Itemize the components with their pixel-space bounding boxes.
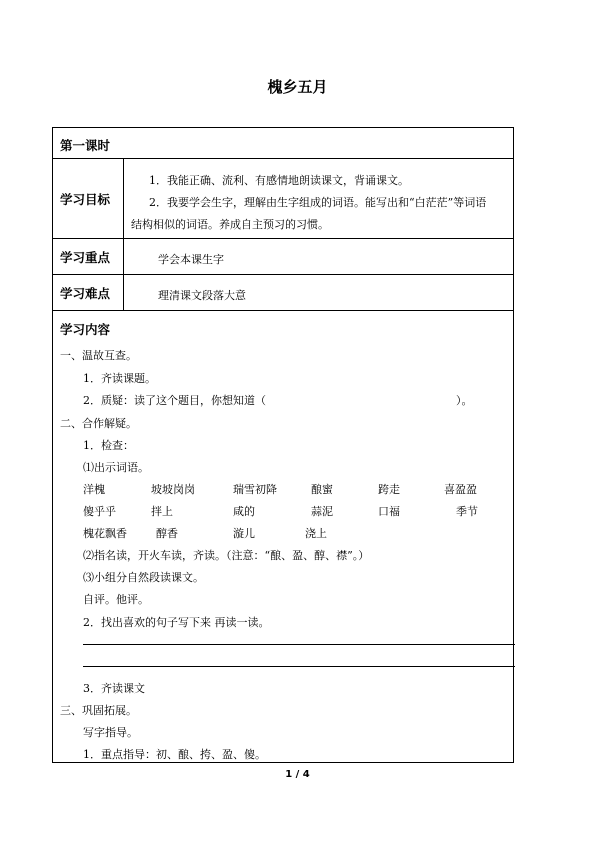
show-words-heading: ⑴出示词语。 xyxy=(83,461,149,474)
vocab-word: 咸的 xyxy=(233,505,255,518)
section-2-item-3: 3．齐读课文 xyxy=(83,682,145,695)
content-label: 学习内容 xyxy=(60,322,111,337)
group-reading: ⑶小组分自然段读课文。 xyxy=(83,571,204,584)
answer-line xyxy=(83,666,515,667)
focus-label: 学习重点 xyxy=(60,250,111,265)
row-divider xyxy=(53,238,513,239)
column-divider xyxy=(123,158,124,310)
section-3-item-1: 1．重点指导：初、酿、挎、盈、傻。 xyxy=(83,748,266,761)
vocab-word: 傻乎乎 xyxy=(83,505,116,518)
vocab-word: 蒜泥 xyxy=(311,505,333,518)
focus-text: 学会本课生字 xyxy=(158,253,224,266)
vocab-word: 季节 xyxy=(456,505,478,518)
section-2-heading: 二、合作解疑。 xyxy=(60,417,137,430)
page-number: 1 / 4 xyxy=(285,769,310,780)
section-1-item-2-close: ）。 xyxy=(456,394,473,407)
goal-line-1: 1．我能正确、流利、有感情地朗读课文，背诵课文。 xyxy=(149,174,409,187)
answer-line xyxy=(83,644,515,645)
vocab-word: 瑞雪初降 xyxy=(233,483,277,496)
reading-instruction: ⑵指名读，开火车读，齐读。（注意：“酿、盈、醇、襟”。） xyxy=(83,549,370,562)
vocab-word: 洋槐 xyxy=(83,483,105,496)
section-1-item-1: 1．齐读课题。 xyxy=(83,372,156,385)
writing-guidance: 写字指导。 xyxy=(83,726,138,739)
section-1-heading: 一、温故互查。 xyxy=(60,349,137,362)
row-divider xyxy=(53,158,513,159)
goal-line-3: 结构相似的词语。养成自主预习的习惯。 xyxy=(131,218,329,231)
lesson-label: 第一课时 xyxy=(60,138,111,153)
vocab-word: 拌上 xyxy=(151,505,173,518)
vocab-word: 醇香 xyxy=(156,527,178,540)
difficulty-text: 理清课文段落大意 xyxy=(158,289,246,302)
goals-label: 学习目标 xyxy=(60,192,111,207)
row-divider xyxy=(53,310,513,311)
vocab-word: 喜盈盈 xyxy=(444,483,477,496)
document-title: 槐乡五月 xyxy=(267,78,328,96)
vocab-word: 浇上 xyxy=(305,527,327,540)
goal-line-2: 2．我要学会生字，理解由生字组成的词语。能写出和“白茫茫”等词语 xyxy=(149,196,487,209)
vocab-word: 漩儿 xyxy=(233,527,255,540)
vocab-word: 槐花飘香 xyxy=(83,527,127,540)
vocab-word: 口福 xyxy=(378,505,400,518)
section-2-item-2: 2．找出喜欢的句子写下来 再读一读。 xyxy=(83,616,270,629)
row-divider xyxy=(53,274,513,275)
vocab-word: 坡坡岗岗 xyxy=(151,483,195,496)
section-1-item-2: 2．质疑：读了这个题目，你想知道（ xyxy=(83,394,266,407)
section-3-heading: 三、巩固拓展。 xyxy=(60,704,137,717)
section-2-item-1: 1．检查： xyxy=(83,439,134,452)
difficulty-label: 学习难点 xyxy=(60,286,111,301)
vocab-word: 酿蜜 xyxy=(311,483,333,496)
evaluation: 自评。他评。 xyxy=(83,593,149,606)
vocab-word: 跨走 xyxy=(378,483,400,496)
lesson-table xyxy=(52,127,514,763)
